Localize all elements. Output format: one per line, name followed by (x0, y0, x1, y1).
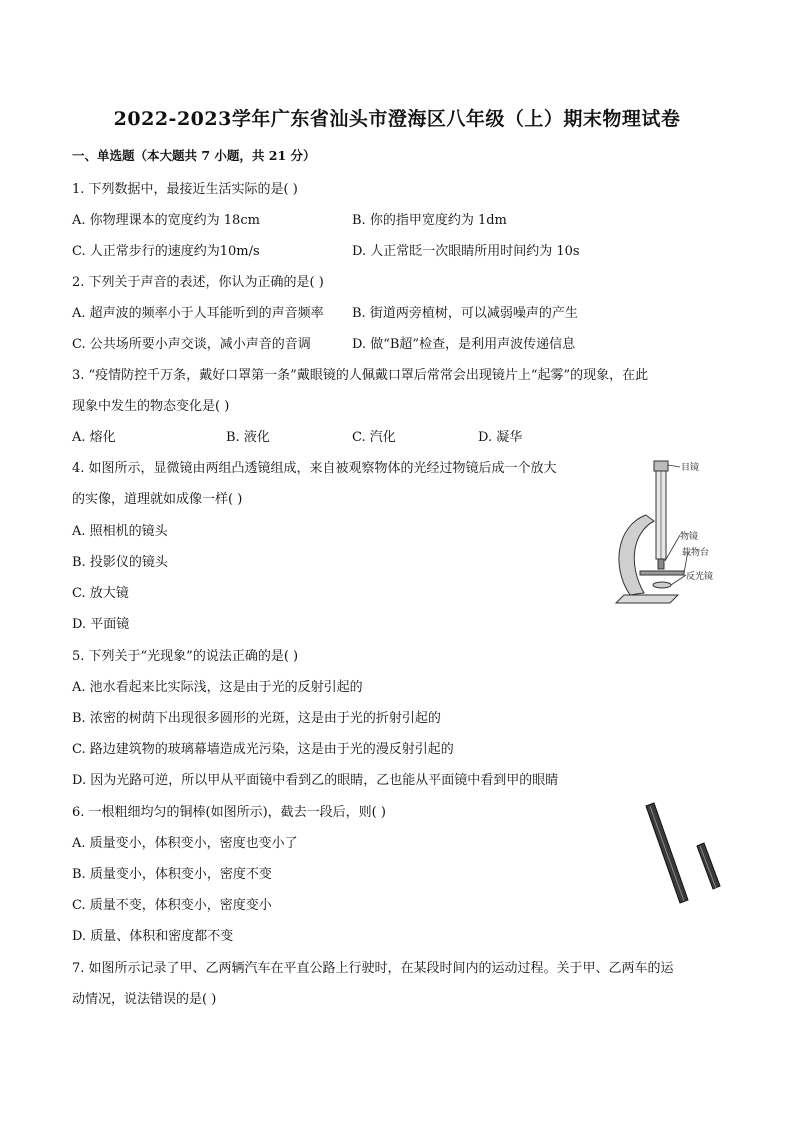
question-1-option-b: B. 你的指甲宽度约为 1dm (352, 213, 507, 228)
question-2-option-c: C. 公共场所要小声交谈，减小声音的音调 (72, 337, 311, 352)
question-3-stem-line1: 3. “疫情防控千万条，戴好口罩第一条”戴眼镜的人佩戴口罩后常常会出现镜片上“起雾”的现象，在此 (72, 368, 649, 383)
copper-rod-figure (640, 800, 730, 910)
question-2-stem: 2. 下列关于声音的表述，你认为正确的是( ) (72, 275, 324, 290)
question-3-stem-line2: 现象中发生的物态变化是( ) (72, 399, 230, 414)
microscope-figure (610, 455, 730, 607)
question-5-option-b: B. 浓密的树荫下出现很多圆形的光斑，这是由于光的折射引起的 (72, 711, 441, 726)
short-rod (697, 843, 720, 889)
question-4-stem-line1: 4. 如图所示，显微镜由两组凸透镜组成，来自被观察物体的光经过物镜后成一个放大 (72, 461, 557, 476)
question-6-option-c: C. 质量不变，体积变小，密度变小 (72, 898, 272, 913)
mirror-label: 反光镜 (686, 572, 714, 582)
page-title: 2022-2023学年广东省汕头市澄海区八年级（上）期末物理试卷 (113, 108, 681, 130)
eyepiece-label: 目镜 (681, 463, 700, 473)
leader-line (668, 465, 680, 467)
question-4-stem-line2: 的实像，道理就如成像一样( ) (72, 492, 243, 507)
question-3-option-a: A. 熔化 (72, 430, 116, 445)
question-1-option-c: C. 人正常步行的速度约为10m/s (72, 244, 260, 259)
question-4-option-a: A. 照相机的镜头 (72, 524, 168, 539)
section-heading: 一、单选题（本大题共 7 小题，共 21 分） (72, 148, 316, 163)
stage-label: 载物台 (682, 548, 710, 558)
question-5-option-d: D. 因为光路可逆，所以甲从平面镜中看到乙的眼睛，乙也能从平面镜中看到甲的眼睛 (72, 773, 559, 788)
question-2-option-b: B. 街道两旁植树，可以减弱噪声的产生 (352, 306, 578, 321)
question-6-stem: 6. 一根粗细均匀的铜棒(如图所示)，截去一段后，则( ) (72, 805, 386, 820)
question-2-option-d: D. 做“B超”检查，是利用声波传递信息 (352, 337, 576, 352)
question-4-option-d: D. 平面镜 (72, 617, 130, 632)
leader-line (665, 535, 680, 561)
question-6-option-b: B. 质量变小，体积变小，密度不变 (72, 867, 272, 882)
question-1-stem: 1. 下列数据中，最接近生活实际的是( ) (72, 182, 298, 197)
question-2-option-a: A. 超声波的频率小于人耳能听到的声音频率 (72, 306, 324, 321)
question-7-stem-line2: 动情况，说法错误的是( ) (72, 992, 217, 1007)
question-1-option-d: D. 人正常眨一次眼睛所用时间约为 10s (352, 244, 580, 259)
question-4-option-b: B. 投影仪的镜头 (72, 555, 168, 570)
question-6-option-d: D. 质量、体积和密度都不变 (72, 929, 234, 944)
question-5-stem: 5. 下列关于“光现象”的说法正确的是( ) (72, 649, 299, 664)
question-5-option-a: A. 池水看起来比实际浅，这是由于光的反射引起的 (72, 680, 363, 695)
question-3-option-c: C. 汽化 (352, 430, 396, 445)
question-5-option-c: C. 路边建筑物的玻璃幕墙造成光污染，这是由于光的漫反射引起的 (72, 742, 454, 757)
question-4-option-c: C. 放大镜 (72, 586, 129, 601)
question-1-option-a: A. 你物理课本的宽度约为 18cm (72, 213, 260, 228)
question-3-option-b: B. 液化 (226, 430, 270, 445)
objective-label: 物镜 (680, 532, 699, 542)
question-6-option-a: A. 质量变小，体积变小，密度也变小了 (72, 836, 298, 851)
question-7-stem-line1: 7. 如图所示记录了甲、乙两辆汽车在平直公路上行驶时，在某段时间内的运动过程。关于甲、乙两车的运 (72, 961, 674, 976)
question-3-option-d: D. 凝华 (478, 430, 523, 445)
leader-line (671, 575, 686, 585)
